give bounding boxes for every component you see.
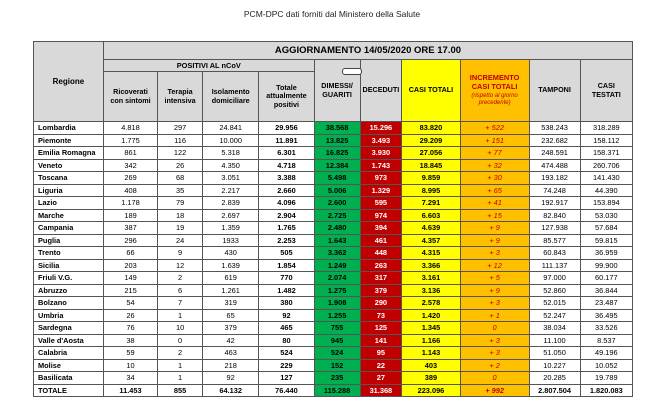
cell-casi-totali: 29.209 — [402, 134, 460, 147]
incremento-header-label: INCREMENTO CASI TOTALI — [469, 73, 520, 91]
cell-incremento: + 3 — [460, 297, 529, 310]
cell-ricoverati: 203 — [103, 259, 157, 272]
cell-totale-positivi: 3.388 — [259, 172, 314, 185]
cell-incremento: + 2 — [460, 359, 529, 372]
cell-ricoverati: 269 — [103, 172, 157, 185]
cell-casi-totali: 83.820 — [402, 122, 460, 135]
regione-header: Regione — [34, 42, 104, 122]
cell-incremento: + 65 — [460, 184, 529, 197]
cell-casi-testati: 59.815 — [580, 234, 632, 247]
cell-isolamento: 24.841 — [203, 122, 259, 135]
cell-ricoverati: 296 — [103, 234, 157, 247]
cell-deceduti: 73 — [360, 309, 402, 322]
cell-regione: Marche — [34, 209, 104, 222]
cell-regione: Abruzzo — [34, 284, 104, 297]
cell-casi-testati: 36.959 — [580, 247, 632, 260]
cell-isolamento: 1.639 — [203, 259, 259, 272]
cell-casi-testati: 260.706 — [580, 159, 632, 172]
cell-tamponi: 97.000 — [529, 272, 580, 285]
cell-casi-testati: 158.371 — [580, 147, 632, 160]
totale-positivi-header: Totale attualmente positivi — [259, 72, 314, 122]
toggle-switch[interactable] — [342, 68, 362, 75]
total-cell-incremento: + 992 — [460, 384, 529, 397]
cell-regione: Lazio — [34, 197, 104, 210]
cell-tamponi: 232.682 — [529, 134, 580, 147]
cell-terapia: 26 — [158, 159, 203, 172]
cell-ricoverati: 59 — [103, 347, 157, 360]
cell-regione: Toscana — [34, 172, 104, 185]
cell-incremento: + 32 — [460, 159, 529, 172]
cell-dimessi: 5.006 — [314, 184, 360, 197]
cell-regione: Sardegna — [34, 322, 104, 335]
cell-terapia: 35 — [158, 184, 203, 197]
table-row — [34, 209, 633, 222]
total-cell-regione: TOTALE — [34, 384, 104, 397]
cell-totale-positivi: 1.854 — [259, 259, 314, 272]
total-cell-deceduti: 31.368 — [360, 384, 402, 397]
cell-terapia: 122 — [158, 147, 203, 160]
cell-dimessi: 755 — [314, 322, 360, 335]
cell-regione: Friuli V.G. — [34, 272, 104, 285]
cell-tamponi: 52.015 — [529, 297, 580, 310]
cell-casi-totali: 18.845 — [402, 159, 460, 172]
cell-dimessi: 2.725 — [314, 209, 360, 222]
cell-casi-testati: 23.487 — [580, 297, 632, 310]
cell-dimessi: 152 — [314, 359, 360, 372]
dimessi-header: DIMESSI/ GUARITI — [314, 60, 360, 122]
cell-incremento: 0 — [460, 322, 529, 335]
table-row — [34, 322, 633, 335]
table-row — [34, 247, 633, 260]
cell-totale-positivi: 229 — [259, 359, 314, 372]
cell-incremento: + 9 — [460, 284, 529, 297]
cell-incremento: + 9 — [460, 222, 529, 235]
cell-casi-totali: 1.143 — [402, 347, 460, 360]
cell-casi-totali: 4.639 — [402, 222, 460, 235]
cell-ricoverati: 76 — [103, 322, 157, 335]
cell-ricoverati: 4.818 — [103, 122, 157, 135]
cell-totale-positivi: 465 — [259, 322, 314, 335]
cell-deceduti: 317 — [360, 272, 402, 285]
cell-terapia: 1 — [158, 359, 203, 372]
table-row — [34, 222, 633, 235]
page-header: PCM-DPC dati forniti dal Ministero della Salute — [243, 9, 421, 19]
table-row — [34, 197, 633, 210]
cell-deceduti: 974 — [360, 209, 402, 222]
cell-dimessi: 235 — [314, 372, 360, 385]
tamponi-header: TAMPONI — [529, 60, 580, 122]
cell-casi-totali: 9.859 — [402, 172, 460, 185]
incremento-header-subtitle: (rispetto al giorno precedente) — [471, 93, 518, 107]
cell-dimessi: 1.249 — [314, 259, 360, 272]
table-row — [34, 272, 633, 285]
cell-regione: Puglia — [34, 234, 104, 247]
cell-ricoverati: 1.775 — [103, 134, 157, 147]
cell-totale-positivi: 29.956 — [259, 122, 314, 135]
cell-ricoverati: 54 — [103, 297, 157, 310]
cell-deceduti: 3.930 — [360, 147, 402, 160]
cell-dimessi: 2.480 — [314, 222, 360, 235]
cell-isolamento: 2.839 — [203, 197, 259, 210]
table-row — [34, 359, 633, 372]
table-body — [34, 122, 633, 397]
cell-totale-positivi: 4.096 — [259, 197, 314, 210]
cell-casi-totali: 1.345 — [402, 322, 460, 335]
table-row — [34, 122, 633, 135]
cell-casi-totali: 3.161 — [402, 272, 460, 285]
cell-incremento: + 9 — [460, 234, 529, 247]
total-cell-casi-totali: 223.096 — [402, 384, 460, 397]
cell-tamponi: 193.182 — [529, 172, 580, 185]
cell-ricoverati: 215 — [103, 284, 157, 297]
cell-terapia: 7 — [158, 297, 203, 310]
cell-terapia: 10 — [158, 322, 203, 335]
cell-isolamento: 319 — [203, 297, 259, 310]
cell-dimessi: 1.255 — [314, 309, 360, 322]
table-row — [34, 234, 633, 247]
cell-dimessi: 12.384 — [314, 159, 360, 172]
cell-dimessi: 38.568 — [314, 122, 360, 135]
cell-isolamento: 2.697 — [203, 209, 259, 222]
table-row — [34, 159, 633, 172]
cell-terapia: 9 — [158, 247, 203, 260]
total-cell-casi-testati: 1.820.083 — [580, 384, 632, 397]
cell-ricoverati: 149 — [103, 272, 157, 285]
cell-casi-totali: 3.136 — [402, 284, 460, 297]
cell-terapia: 1 — [158, 309, 203, 322]
cell-regione: Molise — [34, 359, 104, 372]
ricoverati-header: Ricoverati con sintomi — [103, 72, 157, 122]
cell-casi-testati: 19.789 — [580, 372, 632, 385]
cell-tamponi: 538.243 — [529, 122, 580, 135]
cell-tamponi: 248.591 — [529, 147, 580, 160]
cell-deceduti: 27 — [360, 372, 402, 385]
cell-regione: Basilicata — [34, 372, 104, 385]
cell-isolamento: 379 — [203, 322, 259, 335]
cell-incremento: + 12 — [460, 259, 529, 272]
cell-casi-testati: 10.052 — [580, 359, 632, 372]
cell-regione: Liguria — [34, 184, 104, 197]
total-cell-tamponi: 2.807.504 — [529, 384, 580, 397]
cell-casi-totali: 27.056 — [402, 147, 460, 160]
cell-totale-positivi: 2.660 — [259, 184, 314, 197]
cell-terapia: 24 — [158, 234, 203, 247]
table-row — [34, 172, 633, 185]
cell-ricoverati: 189 — [103, 209, 157, 222]
cell-regione: Umbria — [34, 309, 104, 322]
cell-dimessi: 3.362 — [314, 247, 360, 260]
total-row — [34, 384, 633, 397]
cell-ricoverati: 66 — [103, 247, 157, 260]
cell-casi-totali: 7.291 — [402, 197, 460, 210]
cell-totale-positivi: 1.765 — [259, 222, 314, 235]
table-row — [34, 347, 633, 360]
cell-terapia: 1 — [158, 372, 203, 385]
cell-casi-testati: 33.526 — [580, 322, 632, 335]
cell-regione: Sicilia — [34, 259, 104, 272]
cell-deceduti: 394 — [360, 222, 402, 235]
cell-casi-totali: 4.357 — [402, 234, 460, 247]
cell-casi-testati: 99.900 — [580, 259, 632, 272]
cell-dimessi: 13.825 — [314, 134, 360, 147]
cell-dimessi: 2.074 — [314, 272, 360, 285]
cell-incremento: + 151 — [460, 134, 529, 147]
cell-casi-testati: 153.894 — [580, 197, 632, 210]
cell-deceduti: 263 — [360, 259, 402, 272]
cell-dimessi: 2.600 — [314, 197, 360, 210]
cell-casi-totali: 8.995 — [402, 184, 460, 197]
cell-deceduti: 448 — [360, 247, 402, 260]
cell-deceduti: 379 — [360, 284, 402, 297]
cell-deceduti: 22 — [360, 359, 402, 372]
cell-tamponi: 192.917 — [529, 197, 580, 210]
cell-dimessi: 945 — [314, 334, 360, 347]
cell-deceduti: 1.743 — [360, 159, 402, 172]
cell-tamponi: 474.488 — [529, 159, 580, 172]
cell-isolamento: 4.350 — [203, 159, 259, 172]
cell-dimessi: 1.908 — [314, 297, 360, 310]
cell-casi-testati: 53.030 — [580, 209, 632, 222]
cell-regione: Trento — [34, 247, 104, 260]
cell-tamponi: 20.285 — [529, 372, 580, 385]
total-cell-dimessi: 115.288 — [314, 384, 360, 397]
incremento-header — [460, 60, 529, 122]
cell-totale-positivi: 127 — [259, 372, 314, 385]
cell-regione: Piemonte — [34, 134, 104, 147]
cell-casi-totali: 1.420 — [402, 309, 460, 322]
cell-dimessi: 524 — [314, 347, 360, 360]
cell-isolamento: 92 — [203, 372, 259, 385]
cell-isolamento: 1.359 — [203, 222, 259, 235]
table-row — [34, 184, 633, 197]
cell-totale-positivi: 11.891 — [259, 134, 314, 147]
cell-incremento: + 77 — [460, 147, 529, 160]
cell-totale-positivi: 505 — [259, 247, 314, 260]
cell-incremento: + 522 — [460, 122, 529, 135]
cell-regione: Lombardia — [34, 122, 104, 135]
cell-regione: Valle d'Aosta — [34, 334, 104, 347]
cell-deceduti: 141 — [360, 334, 402, 347]
table-row — [34, 334, 633, 347]
cell-tamponi: 60.843 — [529, 247, 580, 260]
cell-totale-positivi: 1.482 — [259, 284, 314, 297]
cell-isolamento: 42 — [203, 334, 259, 347]
cell-deceduti: 595 — [360, 197, 402, 210]
cell-ricoverati: 10 — [103, 359, 157, 372]
total-cell-ricoverati: 11.453 — [103, 384, 157, 397]
cell-isolamento: 2.217 — [203, 184, 259, 197]
cell-regione: Bolzano — [34, 297, 104, 310]
cell-terapia: 116 — [158, 134, 203, 147]
cell-casi-testati: 36.844 — [580, 284, 632, 297]
cell-terapia: 297 — [158, 122, 203, 135]
cell-isolamento: 3.051 — [203, 172, 259, 185]
cell-totale-positivi: 4.718 — [259, 159, 314, 172]
total-cell-totale-positivi: 76.440 — [259, 384, 314, 397]
cell-casi-testati: 318.289 — [580, 122, 632, 135]
cell-dimessi: 5.498 — [314, 172, 360, 185]
cell-casi-testati: 8.537 — [580, 334, 632, 347]
cell-terapia: 19 — [158, 222, 203, 235]
cell-dimessi: 16.825 — [314, 147, 360, 160]
cell-totale-positivi: 2.904 — [259, 209, 314, 222]
cell-terapia: 2 — [158, 347, 203, 360]
table-row — [34, 297, 633, 310]
cell-deceduti: 15.296 — [360, 122, 402, 135]
table-row — [34, 259, 633, 272]
cell-ricoverati: 342 — [103, 159, 157, 172]
cell-isolamento: 430 — [203, 247, 259, 260]
cell-totale-positivi: 524 — [259, 347, 314, 360]
positivi-group-header: POSITIVI AL nCoV — [103, 60, 314, 72]
cell-tamponi: 82.840 — [529, 209, 580, 222]
cell-incremento: + 3 — [460, 347, 529, 360]
cell-regione: Campania — [34, 222, 104, 235]
casi-testati-header: CASI TESTATI — [580, 60, 632, 122]
cell-ricoverati: 387 — [103, 222, 157, 235]
cell-tamponi: 52.860 — [529, 284, 580, 297]
table-row — [34, 147, 633, 160]
cell-tamponi: 11.100 — [529, 334, 580, 347]
cell-tamponi: 52.247 — [529, 309, 580, 322]
cell-terapia: 12 — [158, 259, 203, 272]
cell-terapia: 2 — [158, 272, 203, 285]
cell-terapia: 68 — [158, 172, 203, 185]
cell-incremento: + 15 — [460, 209, 529, 222]
cell-isolamento: 65 — [203, 309, 259, 322]
cell-totale-positivi: 92 — [259, 309, 314, 322]
cell-isolamento: 218 — [203, 359, 259, 372]
table-title: AGGIORNAMENTO 14/05/2020 ORE 17.00 — [103, 42, 632, 60]
cell-totale-positivi: 380 — [259, 297, 314, 310]
cell-deceduti: 125 — [360, 322, 402, 335]
cell-casi-totali: 2.578 — [402, 297, 460, 310]
cell-casi-totali: 1.166 — [402, 334, 460, 347]
cell-casi-totali: 6.603 — [402, 209, 460, 222]
cell-deceduti: 1.329 — [360, 184, 402, 197]
cell-ricoverati: 26 — [103, 309, 157, 322]
cell-tamponi: 85.577 — [529, 234, 580, 247]
cell-totale-positivi: 2.253 — [259, 234, 314, 247]
cell-regione: Veneto — [34, 159, 104, 172]
cell-incremento: + 5 — [460, 272, 529, 285]
casi-totali-header: CASI TOTALI — [402, 60, 460, 122]
cell-totale-positivi: 6.301 — [259, 147, 314, 160]
cell-incremento: + 3 — [460, 334, 529, 347]
table-row — [34, 284, 633, 297]
cell-ricoverati: 34 — [103, 372, 157, 385]
cell-casi-totali: 389 — [402, 372, 460, 385]
cell-casi-testati: 57.684 — [580, 222, 632, 235]
cell-isolamento: 463 — [203, 347, 259, 360]
cell-terapia: 18 — [158, 209, 203, 222]
cell-terapia: 6 — [158, 284, 203, 297]
cell-terapia: 0 — [158, 334, 203, 347]
cell-casi-totali: 3.366 — [402, 259, 460, 272]
table-row — [34, 134, 633, 147]
cell-tamponi: 38.034 — [529, 322, 580, 335]
cell-dimessi: 1.643 — [314, 234, 360, 247]
cell-incremento: + 1 — [460, 309, 529, 322]
cell-regione: Calabria — [34, 347, 104, 360]
terapia-header: Terapia intensiva — [158, 72, 203, 122]
isolamento-header: Isolamento domiciliare — [203, 72, 259, 122]
cell-dimessi: 1.275 — [314, 284, 360, 297]
table-row — [34, 372, 633, 385]
cell-tamponi: 111.137 — [529, 259, 580, 272]
cell-ricoverati: 1.178 — [103, 197, 157, 210]
cell-casi-testati: 49.196 — [580, 347, 632, 360]
cell-casi-testati: 44.390 — [580, 184, 632, 197]
cell-totale-positivi: 80 — [259, 334, 314, 347]
cell-deceduti: 290 — [360, 297, 402, 310]
cell-incremento: + 30 — [460, 172, 529, 185]
cell-casi-testati: 36.495 — [580, 309, 632, 322]
cell-isolamento: 5.318 — [203, 147, 259, 160]
total-cell-terapia: 855 — [158, 384, 203, 397]
cell-tamponi: 51.050 — [529, 347, 580, 360]
cell-casi-totali: 4.315 — [402, 247, 460, 260]
cell-incremento: + 3 — [460, 247, 529, 260]
cell-deceduti: 3.493 — [360, 134, 402, 147]
cell-ricoverati: 861 — [103, 147, 157, 160]
covid-data-table — [33, 41, 633, 397]
cell-casi-testati: 60.177 — [580, 272, 632, 285]
total-cell-isolamento: 64.132 — [203, 384, 259, 397]
cell-regione: Emilia Romagna — [34, 147, 104, 160]
cell-tamponi: 127.938 — [529, 222, 580, 235]
cell-terapia: 79 — [158, 197, 203, 210]
cell-deceduti: 461 — [360, 234, 402, 247]
cell-ricoverati: 38 — [103, 334, 157, 347]
cell-casi-totali: 403 — [402, 359, 460, 372]
cell-casi-testati: 141.430 — [580, 172, 632, 185]
cell-isolamento: 1.261 — [203, 284, 259, 297]
cell-deceduti: 973 — [360, 172, 402, 185]
cell-deceduti: 95 — [360, 347, 402, 360]
deceduti-header: DECEDUTI — [360, 60, 402, 122]
cell-isolamento: 10.000 — [203, 134, 259, 147]
cell-isolamento: 1933 — [203, 234, 259, 247]
cell-isolamento: 619 — [203, 272, 259, 285]
cell-incremento: 0 — [460, 372, 529, 385]
cell-tamponi: 74.248 — [529, 184, 580, 197]
cell-tamponi: 10.227 — [529, 359, 580, 372]
cell-ricoverati: 408 — [103, 184, 157, 197]
cell-casi-testati: 158.112 — [580, 134, 632, 147]
cell-totale-positivi: 770 — [259, 272, 314, 285]
table-row — [34, 309, 633, 322]
cell-incremento: + 41 — [460, 197, 529, 210]
